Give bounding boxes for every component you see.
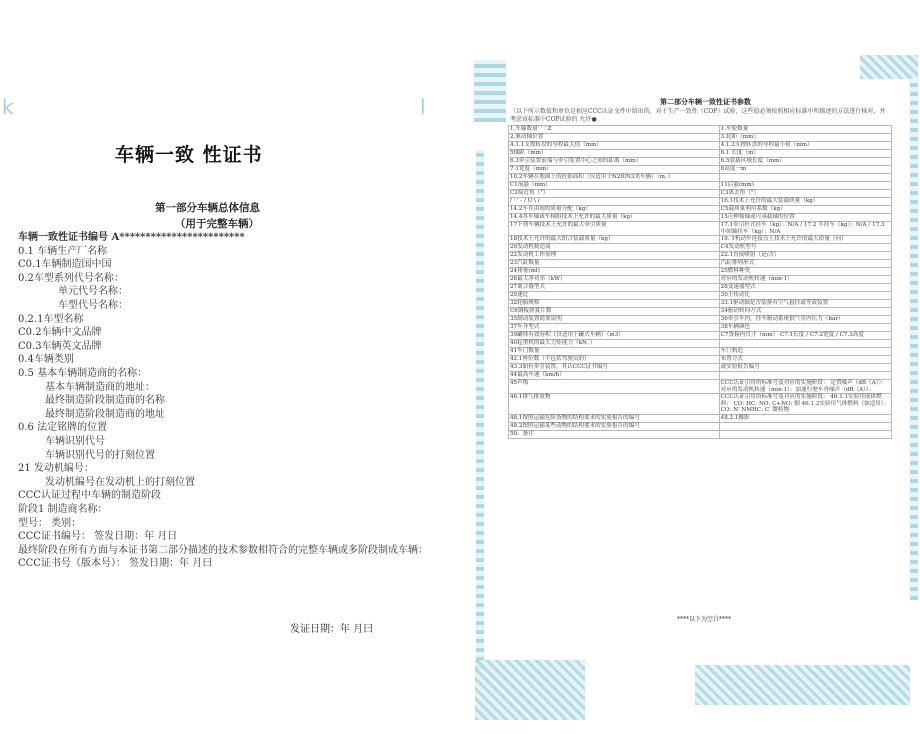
table-cell: 36牵引车内，挂车制动系统供气管内压力（bar） [719, 316, 891, 324]
table-cell: 14.2车在由间的质量分配（kg） [509, 206, 720, 214]
table-cell: 48.2按照运输某些动物的结构要求的实验报告的编号 [509, 422, 720, 430]
table-cell: 42.1座位数（不包括驾驶员的） [509, 356, 720, 364]
field-line: 基本车辆制造商的地址： [45, 381, 155, 393]
table-cell: 22发动机工作原理 [509, 252, 720, 260]
table-cell: 48.1按照运输危险货物的结构要求的实验报告的编号 [509, 414, 720, 422]
part1-subtitle: （用于完整车辆） [175, 218, 259, 230]
certificate-title: 车辆一致 性证书 [115, 144, 263, 166]
table-cell: 4.1.2支撑转盘的导程最小值（mm） [719, 142, 891, 150]
table-cell [719, 340, 891, 348]
ornament-left-edge [476, 150, 484, 670]
field-line: 0.6 法定铭牌的位置 [18, 422, 108, 434]
table-row [509, 260, 892, 268]
table-cell: 48.2.1摄影 [719, 414, 891, 422]
table-cell: 35制动装置简要说明 [509, 316, 720, 324]
field-line: 0.5 基本车辆制造商的名称： [18, 368, 148, 379]
table-cell: 43.3如有牵引装置，其认CCC证书编号 [509, 364, 720, 372]
table-cell: C2接近角（°） [509, 190, 720, 198]
table-row [509, 380, 892, 394]
table-row [509, 182, 892, 190]
table-cell: C4发动机型号 [719, 244, 891, 252]
table-cell: 7.1宽度（mm） [509, 166, 720, 174]
field-line: 21 发动机编号： [18, 463, 94, 475]
table-cell: 41车门数量 [509, 348, 720, 356]
table-cell: C5载质量利用系数（kg） [719, 206, 891, 214]
table-cell: 16.1技术上允许的最大装载质量（kg） [719, 198, 891, 206]
table-row [509, 126, 892, 134]
table-row [509, 268, 892, 276]
table-row [509, 332, 892, 340]
field-line: CCC证书编号： 签发日期：年 月日 [18, 531, 178, 543]
table-cell: CCC认证引用的标准号及对应的实施阶段： 定置噪声（dB（A））：对应的发动机转速（min-1）：加速行驶车外噪声（dB（A））： [719, 380, 891, 394]
table-cell: / ' ' - / U \ / [509, 198, 720, 206]
blank-footer: ****以下为空白**** [677, 616, 732, 623]
table-row [509, 430, 892, 438]
field-line: 型号： 类别： [18, 517, 82, 529]
table-cell: 22.1直接喷射（是/否） [719, 252, 891, 260]
table-row [509, 166, 892, 174]
table-cell: 4.1.1支撑转盘的导程最大值（mm） [509, 142, 720, 150]
table-cell: 2.驱动轴位置 [509, 134, 720, 142]
table-row [509, 300, 892, 308]
table-row [509, 142, 892, 150]
table-cell: C7货箱内尺寸（mm） C7.1长度 / C7.2宽度 / C7.3高度 [719, 332, 891, 340]
table-cell: 32轮胎规格 [509, 300, 720, 308]
table-cell: 33.1驱动轴是否装备有空气悬挂或等效装置 [719, 300, 891, 308]
table-row [509, 316, 892, 324]
table-cell: CCC认证引用的标准号及对应的实施阶段： 46.1.1实验用液体燃料： CO: HC: NO: C+NO: 烟 46.1.2实验用气体燃料（如适用）： CO: N' NMHC: C' 微粒物 [719, 394, 891, 415]
table-cell: 34驱动转向方式 [719, 308, 891, 316]
table-cell: 8高度一m [719, 166, 891, 174]
table-row [509, 190, 892, 198]
table-row [509, 244, 892, 252]
right-page [470, 0, 920, 734]
field-line: 最终制造阶段制造商的名称 [45, 395, 165, 407]
table-cell: 40起重机的最大力矩能力（kN。） [509, 340, 720, 348]
spec-table [508, 125, 892, 439]
ornament-top-right [860, 55, 918, 79]
table-cell: 18技术上允许的最大组合装载质量（kg） [509, 236, 720, 244]
table-row [509, 236, 892, 244]
field-line: 单元代号名称： [58, 286, 128, 298]
page-mark-left: k [2, 95, 14, 119]
part2-title: 第二部分车辆一致性证书参数 [660, 97, 751, 106]
field-line: CCC证书号（版本号）： 签发日期：年 月曰 [18, 558, 213, 570]
table-row [509, 134, 892, 142]
table-cell: 车门构造 [719, 348, 891, 356]
table-cell: 10.2车辆在地面上的投影面积（仅适用于N2和N3类车辆）（m。） [509, 174, 720, 182]
ornament-top-left [474, 60, 506, 122]
table-cell: 45声级 [509, 380, 720, 394]
table-cell: C6钢板弹簧片数 [509, 308, 720, 316]
table-cell: 27离合器型式 [509, 284, 720, 292]
field-line: 0.2.1车型名称 [18, 313, 84, 325]
field-line: 0.2车型系列代号名称： [18, 272, 124, 284]
table-row [509, 198, 892, 206]
field-line: 车型代号名称： [58, 300, 128, 311]
table-row [509, 340, 892, 348]
issue-date: 发证日期：年 月曰 [290, 624, 374, 635]
table-row [509, 422, 892, 430]
table-row [509, 356, 892, 364]
table-cell: C3离去角（°） [719, 190, 891, 198]
table-cell: 1.车轴数量' ' ' Z [509, 126, 720, 134]
table-cell: 37车身型式 [509, 324, 720, 332]
field-line: 最终阶段在所有方面与本证书第二部分描述的技术参数相符合的完整车辆或多阶段制成车辆： [18, 544, 428, 556]
ornament-right-edge [910, 80, 918, 600]
table-cell [719, 422, 891, 430]
part2-note: （以下所示数值和单位是相应CCC认证文件中给出的，对于生产一致性（COP）试验，这些值必须按照相应标准中所描述的方法进行核对，并考虑该标准中COP试验的 允许● [510, 108, 886, 123]
field-line: CCC认证过程中车辆的制造阶段 [18, 490, 161, 502]
table-cell: 5轴距（mm） [509, 150, 720, 158]
table-cell: 44最高车速（km/h） [509, 372, 720, 380]
table-cell: 29速比 [509, 292, 720, 300]
table-cell: 布置方式 [719, 356, 891, 364]
table-cell: 11后悬(mm) [719, 182, 891, 190]
part1-title: 第一部分车辆总体信息 [155, 202, 260, 214]
table-row [509, 222, 892, 236]
table-row [509, 324, 892, 332]
ornament-bottom-right [695, 665, 910, 705]
table-cell: 20发动机制造商 [509, 244, 720, 252]
table-cell: 3.轮距（mm） [719, 134, 891, 142]
table-cell: C1前悬（mm） [509, 182, 720, 190]
table-cell: 汽缸排列形式 [719, 260, 891, 268]
table-cell: 26最大净功率（kW） [509, 276, 720, 284]
table-cell: 15可伸缩轴或可承载轴的位置 [719, 214, 891, 222]
table-cell [719, 430, 891, 438]
table-row [509, 414, 892, 422]
table-row [509, 276, 892, 284]
table-row [509, 372, 892, 380]
table-cell: 或实验报告编号 [719, 364, 891, 372]
table-cell: 对应的发动机转速（min-1） [719, 276, 891, 284]
table-cell: 6.5装载区域长度（mm） [719, 158, 891, 166]
table-row [509, 284, 892, 292]
ornament-bottom-left [475, 660, 585, 720]
table-row [509, 174, 892, 182]
table-row [509, 150, 892, 158]
table-row [509, 252, 892, 260]
field-line: 0.4车辆类别 [18, 354, 74, 366]
table-cell: 23汽缸数量 [509, 260, 720, 268]
table-row [509, 214, 892, 222]
table-cell: 50、备注 [509, 430, 720, 438]
field-line: 0.1 车辆生产厂名称 [18, 245, 108, 257]
table-row [509, 348, 892, 356]
page-mark-right: l [420, 95, 426, 119]
table-cell: 6.1 长度（m） [719, 150, 891, 158]
field-line: 发动机编号在发动机上的打刻位置 [45, 476, 195, 488]
table-row [509, 158, 892, 166]
field-line: C0.3车辆英文品牌 [18, 340, 102, 352]
table-row [509, 206, 892, 214]
field-line: 最终制造阶段制造商的地址 [45, 408, 165, 420]
field-line: C0.2车辆中文品牌 [18, 327, 102, 339]
table-cell: 19. 1机动车连接点上技术上允许的最大质量（向） [719, 236, 891, 244]
table-row [509, 308, 892, 316]
table-cell: 39罐体有效容积（仅适用于罐式车辆）（m3） [509, 332, 720, 340]
field-line: 车辆一致性证书编号 A************************ [18, 232, 245, 243]
table-cell: 24排量(ml) [509, 268, 720, 276]
table-cell: 17下列车辆技术上允许的最大牵引质量 [509, 222, 720, 236]
table-cell: 46.1排气排放物 [509, 394, 720, 415]
table-cell [719, 174, 891, 182]
field-line: 车辆识别代号的打刻位置 [45, 449, 155, 461]
table-cell [719, 372, 891, 380]
field-line: C0.1车辆制造国中国 [18, 259, 112, 271]
table-cell: 28变速器型式 [719, 284, 891, 292]
table-cell: 17.1牵引杆式挂车（kg）：N/A / 17.2 半挂车（kg）：N/A / 17.3中间轴挂车（kg）：N/A [719, 222, 891, 236]
table-cell: 38车辆颜色 [719, 324, 891, 332]
table-cell: 25燃料种类 [719, 268, 891, 276]
table-cell: 30主传动比 [719, 292, 891, 300]
table-row [509, 394, 892, 415]
table-row [509, 364, 892, 372]
table-cell: 1.车轮数量 [719, 126, 891, 134]
table-cell: 6.3牵引装置前端与牵引装置中心之间的距离（mm） [509, 158, 720, 166]
table-row [509, 292, 892, 300]
field-line: 阶段1 制造商名称： [18, 504, 108, 515]
table-cell: 14.4各车轴或车轴组技术上允许的最大质量（kg） [509, 214, 720, 222]
field-line: 车辆识别代号 [45, 436, 105, 447]
